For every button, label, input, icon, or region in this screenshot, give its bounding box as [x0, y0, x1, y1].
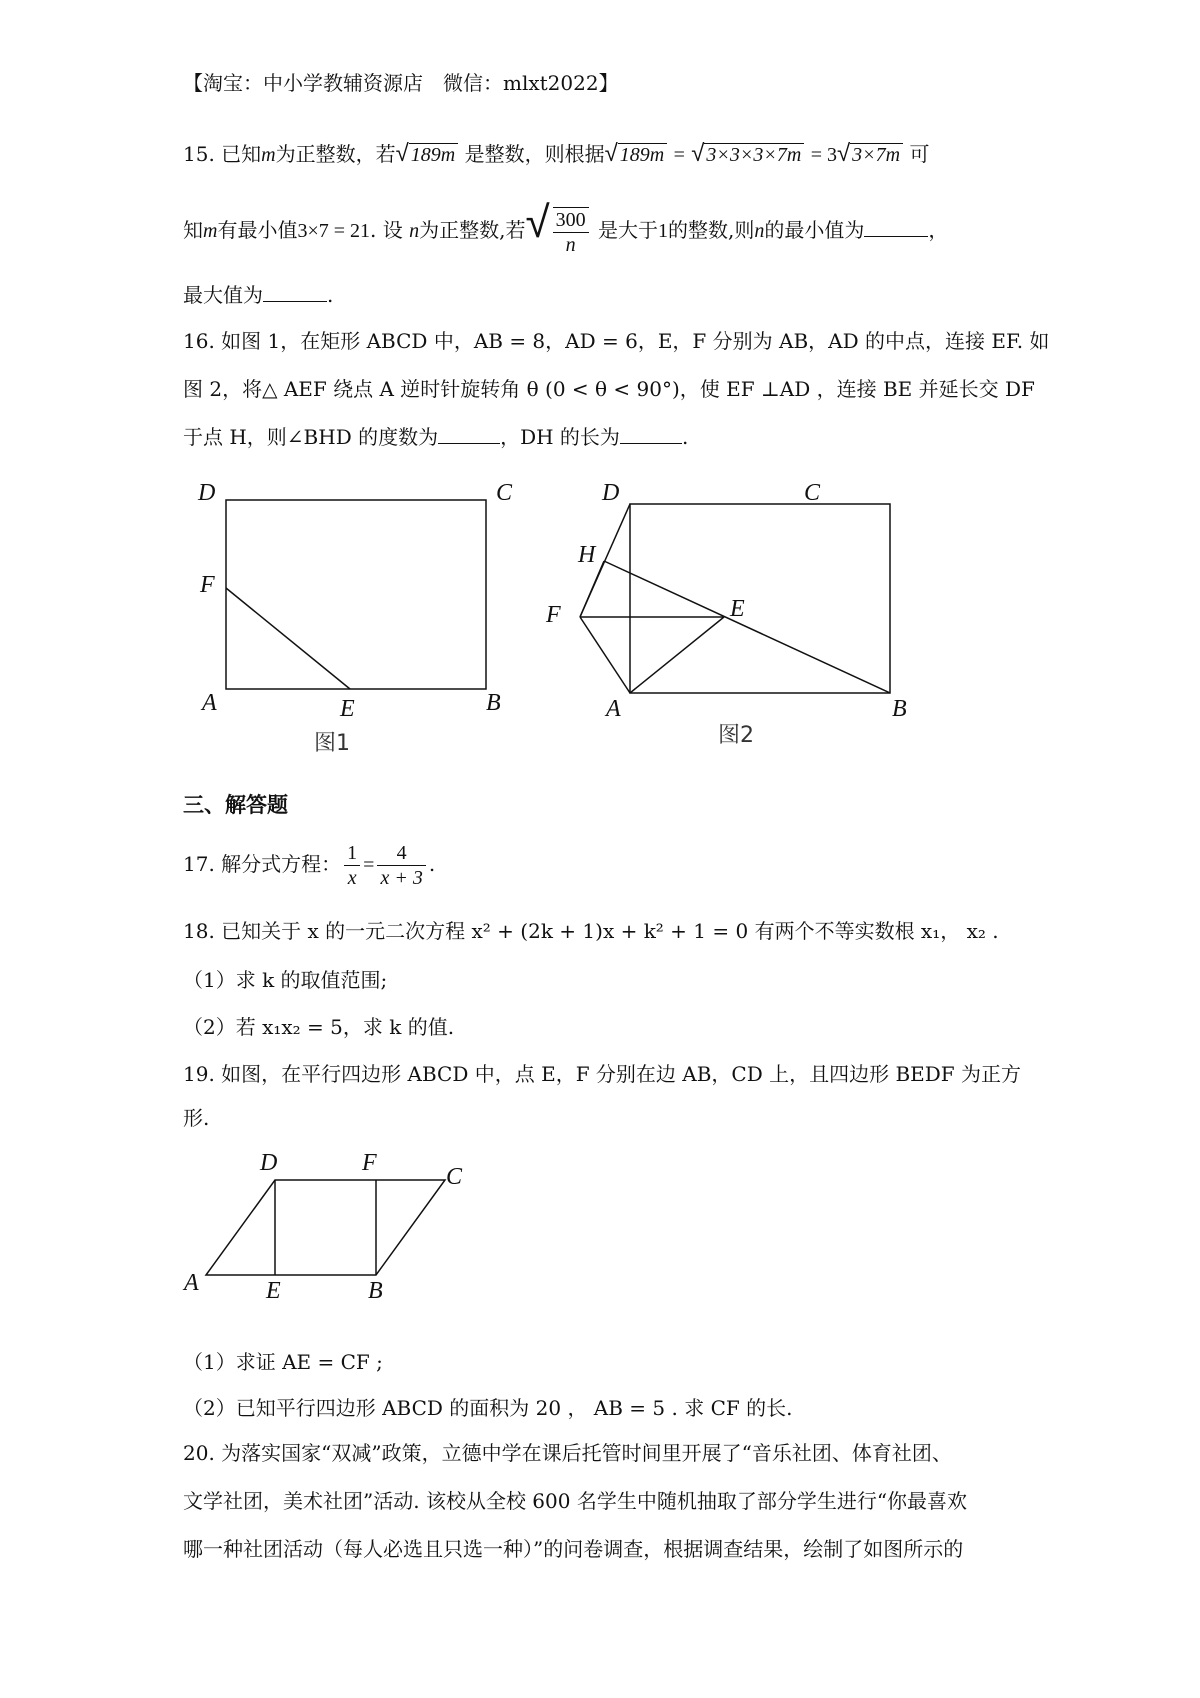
q18-part2: （2）若 x₁x₂ = 5，求 k 的值. — [183, 1015, 455, 1039]
section-heading: 三、解答题 — [183, 792, 288, 817]
label-b: B — [892, 696, 907, 722]
radical-sign: √ — [691, 139, 705, 167]
q16-line2: 图 2，将△ AEF 绕点 A 逆时针旋转角 θ (0 < θ < 90°)，使 EF ⊥AD ，连接 BE 并延长交 DF — [183, 377, 1035, 401]
label-b: B — [486, 690, 501, 716]
figure-1 — [190, 470, 530, 760]
q19-line1 — [183, 1061, 1021, 1087]
q16-text: 于点 H，则∠BHD 的度数为 — [183, 425, 439, 449]
q15-text: 为正整数，若 — [275, 142, 396, 166]
radical-sign: √ — [525, 197, 550, 248]
label-f: F — [200, 572, 215, 598]
segment-ef — [226, 588, 350, 689]
q15-var-m: m — [203, 220, 218, 242]
radical-sign: √ — [604, 139, 618, 167]
label-e: E — [730, 596, 745, 622]
q15-text: 的整数,则 — [667, 218, 755, 242]
q15-var-n: n — [409, 220, 420, 242]
q16-number: 16. — [183, 329, 215, 353]
label-a: A — [606, 696, 621, 722]
label-d: D — [602, 480, 620, 506]
q19-line2: 形. — [183, 1106, 210, 1130]
label-f: F — [546, 602, 561, 628]
q20-number: 20. — [183, 1441, 215, 1465]
page-header: 【淘宝：中小学教辅资源店 微信：mlxt2022】 — [183, 71, 619, 95]
q15-radicand: 3×3×3×7m — [704, 143, 804, 166]
segment-ae — [630, 617, 724, 693]
q20-line1 — [183, 1440, 952, 1466]
q15-text: 可 — [909, 142, 930, 166]
label-d: D — [198, 480, 216, 506]
q18-line1 — [183, 918, 999, 944]
answer-blank[interactable] — [263, 283, 327, 302]
label-d: D — [260, 1150, 278, 1176]
answer-blank[interactable] — [864, 218, 928, 237]
q16-line1 — [183, 328, 1049, 354]
answer-blank[interactable] — [438, 425, 500, 444]
figure-parallelogram — [180, 1140, 480, 1310]
q15-text: . — [327, 283, 334, 307]
q15-radicand: 3×7m — [850, 143, 903, 166]
fraction-numerator: 1 — [344, 841, 360, 866]
q15-line2 — [183, 198, 948, 257]
q19-number: 19. — [183, 1062, 215, 1086]
q17-number: 17. — [183, 852, 215, 876]
rectangle-abcd — [630, 504, 890, 693]
radical-sign: √ — [395, 139, 409, 167]
label-c: C — [804, 480, 821, 506]
segment-dh-extension — [580, 561, 604, 617]
q15-text: . 设 — [370, 218, 403, 242]
fraction-denominator: x + 3 — [380, 867, 423, 889]
fraction-denominator: x — [347, 867, 357, 889]
q16-text: ，DH 的长为 — [500, 425, 620, 449]
label-c: C — [496, 480, 513, 506]
q19-text: 如图，在平行四边形 ABCD 中，点 E，F 分别在边 AB，CD 上，且四边形 BEDF 为正方 — [221, 1062, 1022, 1086]
q17-line — [183, 838, 435, 891]
q15-text: 的最小值为 — [764, 218, 865, 242]
q17-equals: = — [363, 854, 375, 876]
label-e: E — [266, 1278, 281, 1304]
q16-line3 — [183, 424, 688, 450]
q20-text: 为落实国家“双减”政策，立德中学在课后托管时间里开展了“音乐社团、体育社团、 — [221, 1441, 952, 1465]
segment-fa — [580, 617, 630, 693]
q15-text: 最大值为 — [183, 283, 263, 307]
q18-part1: （1）求 k 的取值范围; — [183, 968, 388, 992]
fraction-denominator: n — [565, 233, 576, 256]
segment-hb — [604, 561, 890, 693]
q15-text: 有最小值 — [217, 218, 298, 242]
q15-line3 — [183, 282, 333, 308]
q19-part2: （2）已知平行四边形 ABCD 的面积为 20 ， AB = 5 . 求 CF 的长. — [183, 1396, 793, 1420]
fraction-numerator: 4 — [377, 841, 425, 866]
q15-text: ， — [928, 218, 949, 242]
q15-expr: 3×7 = 21 — [297, 220, 371, 242]
q15-number: 15. — [183, 142, 215, 166]
rectangle-abcd — [226, 500, 486, 689]
radical-sign: √ — [836, 139, 851, 167]
q15-number-one: 1 — [657, 220, 668, 242]
label-b: B — [368, 1278, 383, 1304]
q20-line3: 哪一种社团活动（每人必选且只选一种）”的问卷调查，根据调查结果，绘制了如图所示的 — [183, 1537, 964, 1561]
q15-text: 知 — [183, 218, 203, 242]
parallelogram-abcd — [206, 1180, 445, 1275]
q15-text: 是整数，则根据 — [464, 142, 605, 166]
q15-var-n: n — [754, 220, 765, 242]
q20-line2: 文学社团，美术社团”活动. 该校从全校 600 名学生中随机抽取了部分学生进行“你最喜欢 — [183, 1489, 968, 1513]
label-a: A — [184, 1270, 199, 1296]
figure-2-caption: 图2 — [718, 723, 754, 748]
q17-text: . — [428, 852, 436, 876]
figure-1-caption: 图1 — [314, 731, 350, 756]
q17-left-fraction — [344, 841, 360, 890]
q15-radicand: 189m — [409, 143, 458, 166]
q18-text: 已知关于 x 的一元二次方程 x² + (2k + 1)x + k² + 1 = 0 有两个不等实数根 x₁， x₂ . — [221, 919, 999, 943]
figure-2 — [540, 470, 920, 750]
answer-blank[interactable] — [620, 425, 682, 444]
label-h: H — [578, 542, 596, 568]
q18-number: 18. — [183, 919, 215, 943]
q17-right-fraction — [377, 841, 425, 890]
q16-text: 如图 1，在矩形 ABCD 中，AB = 8，AD = 6，E，F 分别为 AB，AD 的中点，连接 EF. 如 — [221, 329, 1050, 353]
q15-text: 已知 — [221, 142, 262, 166]
q15-radicand: 189m — [618, 143, 667, 166]
q15-var-m: m — [261, 144, 276, 166]
label-e: E — [340, 696, 355, 722]
q15-equals: = — [673, 144, 685, 166]
q15-equals: = 3 — [810, 144, 837, 166]
q15-text: 为正整数,若 — [419, 218, 526, 242]
q15-text: 是大于 — [597, 218, 658, 242]
q15-line1 — [183, 140, 929, 168]
label-a: A — [202, 690, 217, 716]
q15-fraction — [553, 207, 589, 257]
label-f: F — [362, 1150, 377, 1176]
q17-text: 解分式方程： — [221, 852, 342, 876]
q19-part1: （1）求证 AE = CF ; — [183, 1350, 383, 1374]
label-c: C — [446, 1164, 463, 1190]
fraction-numerator: 300 — [553, 208, 589, 233]
q16-text: . — [681, 425, 689, 449]
